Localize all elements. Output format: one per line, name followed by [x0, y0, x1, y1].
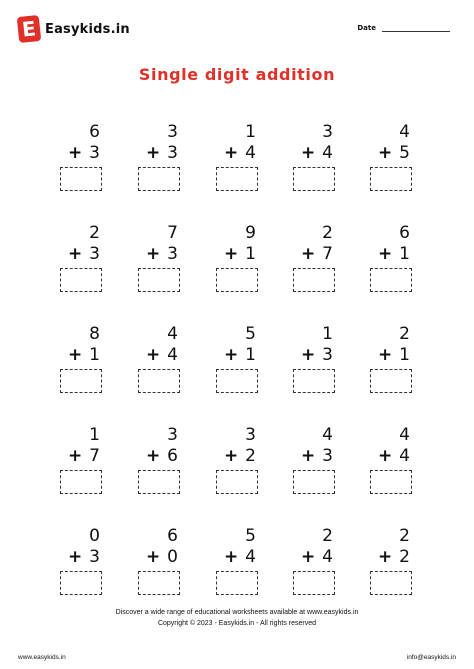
problem-item	[136, 122, 182, 194]
addend-top: 3	[322, 122, 333, 142]
addend-top: 3	[167, 425, 178, 445]
problem-item	[214, 324, 260, 396]
addend-top: 2	[399, 526, 410, 546]
plus-sign: +	[301, 345, 316, 365]
answer-box[interactable]	[138, 369, 180, 393]
addend-top: 8	[89, 324, 100, 344]
answer-box[interactable]	[216, 167, 258, 191]
problem-item	[58, 425, 104, 497]
addend-top: 3	[245, 425, 256, 445]
problem-item	[214, 223, 260, 295]
addend-top: 1	[89, 425, 100, 445]
addend-top: 2	[322, 526, 333, 546]
plus-sign: +	[378, 143, 393, 163]
footer-line-1: Discover a wide range of educational worksheets available at www.easykids.in	[115, 609, 359, 616]
plus-sign: +	[146, 446, 161, 466]
plus-sign: +	[146, 143, 161, 163]
problem-item	[214, 425, 260, 497]
date-label: Date	[357, 24, 376, 32]
plus-sign: +	[301, 547, 316, 567]
problem-item	[368, 425, 414, 497]
addend-top: 4	[399, 122, 410, 142]
addend-top: 4	[167, 324, 178, 344]
addend-bottom: 1	[245, 345, 256, 365]
plus-sign: +	[378, 244, 393, 264]
addend-top: 4	[399, 425, 410, 445]
addend-bottom: 1	[399, 345, 410, 365]
plus-sign: +	[224, 446, 239, 466]
addend-bottom: 4	[322, 547, 333, 567]
problem-item	[368, 526, 414, 598]
answer-box[interactable]	[293, 167, 335, 191]
addend-bottom: 1	[245, 244, 256, 264]
plus-sign: +	[378, 345, 393, 365]
addend-top: 7	[167, 223, 178, 243]
plus-sign: +	[224, 345, 239, 365]
answer-box[interactable]	[60, 268, 102, 292]
addend-top: 5	[245, 526, 256, 546]
problem-item	[58, 223, 104, 295]
addend-bottom: 4	[245, 143, 256, 163]
logo-text: Easykids.in	[45, 21, 130, 37]
problem-item	[368, 324, 414, 396]
addend-bottom: 4	[167, 345, 178, 365]
footer-line-2: Copyright © 2023 - Easykids.in - All rights reserved	[157, 620, 317, 627]
addend-top: 6	[167, 526, 178, 546]
addend-bottom: 3	[322, 345, 333, 365]
addend-bottom: 2	[399, 547, 410, 567]
addend-top: 5	[245, 324, 256, 344]
addend-bottom: 1	[399, 244, 410, 264]
footer-website[interactable]: www.easykids.in	[18, 654, 66, 661]
problem-item	[136, 526, 182, 598]
addend-top: 0	[89, 526, 100, 546]
plus-sign: +	[68, 547, 83, 567]
addend-bottom: 5	[399, 143, 410, 163]
addend-bottom: 3	[89, 547, 100, 567]
problem-item	[368, 223, 414, 295]
plus-sign: +	[378, 446, 393, 466]
addend-bottom: 7	[89, 446, 100, 466]
answer-box[interactable]	[370, 268, 412, 292]
answer-box[interactable]	[138, 167, 180, 191]
answer-box[interactable]	[293, 571, 335, 595]
answer-box[interactable]	[370, 470, 412, 494]
addend-top: 4	[322, 425, 333, 445]
addend-top: 2	[399, 324, 410, 344]
addend-top: 1	[245, 122, 256, 142]
plus-sign: +	[68, 244, 83, 264]
answer-box[interactable]	[60, 369, 102, 393]
problem-item	[58, 324, 104, 396]
addend-bottom: 3	[89, 143, 100, 163]
answer-box[interactable]	[138, 571, 180, 595]
logo	[18, 16, 130, 42]
answer-box[interactable]	[138, 268, 180, 292]
addend-bottom: 4	[245, 547, 256, 567]
addend-top: 2	[322, 223, 333, 243]
plus-sign: +	[146, 547, 161, 567]
addend-top: 6	[89, 122, 100, 142]
addend-bottom: 3	[167, 143, 178, 163]
answer-box[interactable]	[293, 369, 335, 393]
plus-sign: +	[224, 244, 239, 264]
answer-box[interactable]	[370, 571, 412, 595]
plus-sign: +	[224, 143, 239, 163]
problem-item	[58, 122, 104, 194]
addend-top: 3	[167, 122, 178, 142]
problem-item	[214, 122, 260, 194]
problem-item	[58, 526, 104, 598]
footer-email[interactable]: info@easykids.in	[406, 654, 456, 661]
problem-item	[136, 425, 182, 497]
addend-bottom: 2	[245, 446, 256, 466]
answer-box[interactable]	[370, 167, 412, 191]
addend-bottom: 1	[89, 345, 100, 365]
answer-box[interactable]	[370, 369, 412, 393]
footer	[0, 607, 474, 629]
answer-box[interactable]	[216, 470, 258, 494]
date-line[interactable]	[382, 24, 450, 32]
plus-sign: +	[301, 244, 316, 264]
problem-item	[214, 526, 260, 598]
addend-bottom: 3	[167, 244, 178, 264]
date-field[interactable]	[357, 24, 450, 32]
answer-box[interactable]	[60, 167, 102, 191]
plus-sign: +	[301, 446, 316, 466]
addend-bottom: 7	[322, 244, 333, 264]
addend-top: 1	[322, 324, 333, 344]
answer-box[interactable]	[293, 470, 335, 494]
addend-top: 6	[399, 223, 410, 243]
plus-sign: +	[378, 547, 393, 567]
addend-bottom: 4	[399, 446, 410, 466]
problem-item	[291, 122, 337, 194]
plus-sign: +	[146, 244, 161, 264]
problem-item	[368, 122, 414, 194]
answer-box[interactable]	[293, 268, 335, 292]
answer-box[interactable]	[216, 571, 258, 595]
problem-item	[136, 223, 182, 295]
answer-box[interactable]	[60, 571, 102, 595]
problem-item	[291, 324, 337, 396]
addend-bottom: 3	[322, 446, 333, 466]
answer-box[interactable]	[60, 470, 102, 494]
plus-sign: +	[301, 143, 316, 163]
plus-sign: +	[146, 345, 161, 365]
problem-item	[291, 425, 337, 497]
plus-sign: +	[68, 345, 83, 365]
page-title: Single digit addition	[138, 65, 336, 84]
answer-box[interactable]	[138, 470, 180, 494]
answer-box[interactable]	[216, 268, 258, 292]
addend-bottom: 6	[167, 446, 178, 466]
problem-item	[291, 526, 337, 598]
problem-item	[291, 223, 337, 295]
plus-sign: +	[68, 143, 83, 163]
answer-box[interactable]	[216, 369, 258, 393]
addend-bottom: 0	[167, 547, 178, 567]
addend-top: 9	[245, 223, 256, 243]
logo-mark: E	[17, 15, 42, 43]
addend-bottom: 3	[89, 244, 100, 264]
addend-bottom: 4	[322, 143, 333, 163]
addend-top: 2	[89, 223, 100, 243]
plus-sign: +	[68, 446, 83, 466]
problem-item	[136, 324, 182, 396]
plus-sign: +	[224, 547, 239, 567]
